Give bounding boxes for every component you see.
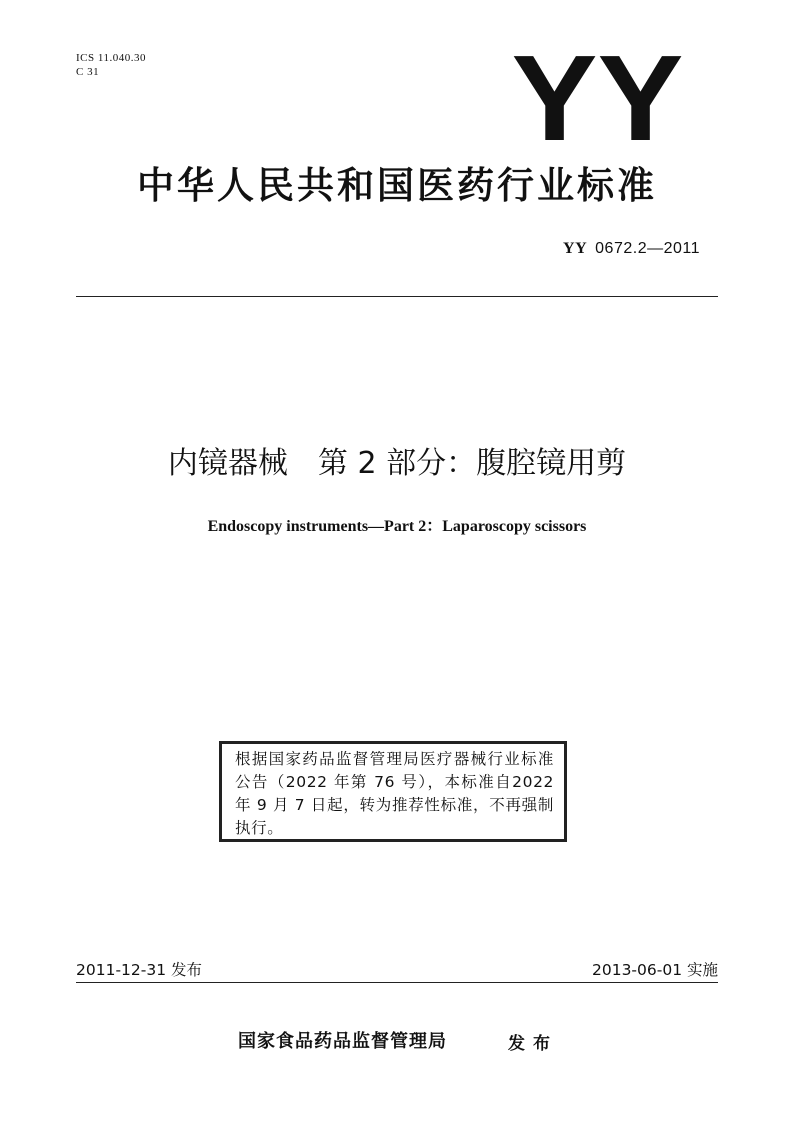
yy-logo-text: YY (511, 52, 684, 148)
document-title-english: Endoscopy instruments—Part 2：Laparoscopy scissors (207, 518, 587, 535)
notice-box (219, 741, 567, 842)
organization-title: 中华人民共和国医药行业标准 (137, 164, 657, 207)
standard-prefix: YY (563, 240, 588, 257)
document-title-chinese: 内镜器械 第 2 部分：腹腔镜用剪 (167, 446, 627, 481)
ccs-code: C 31 (76, 66, 100, 78)
standard-number (563, 240, 700, 258)
publisher-action: 发布 (508, 1034, 558, 1054)
notice-text: 根据国家药品监督管理局医疗器械行业标准公告（2022 年第 76 号），本标准自2022 年 9 月 7 日起，转为推荐性标准，不再强制执行。 (235, 750, 554, 837)
publisher-name: 国家食品药品监督管理局 (238, 1031, 447, 1052)
implementation-date: 2013-06-01 实施 (591, 961, 718, 979)
standard-code: 0672.2—2011 (595, 240, 700, 257)
yy-logo (510, 52, 685, 148)
classification-codes (76, 51, 146, 79)
footer-divider (76, 982, 718, 983)
ics-code: ICS 11.040.30 (76, 52, 146, 64)
header-divider (76, 296, 718, 297)
issue-date: 2011-12-31 发布 (76, 961, 203, 979)
